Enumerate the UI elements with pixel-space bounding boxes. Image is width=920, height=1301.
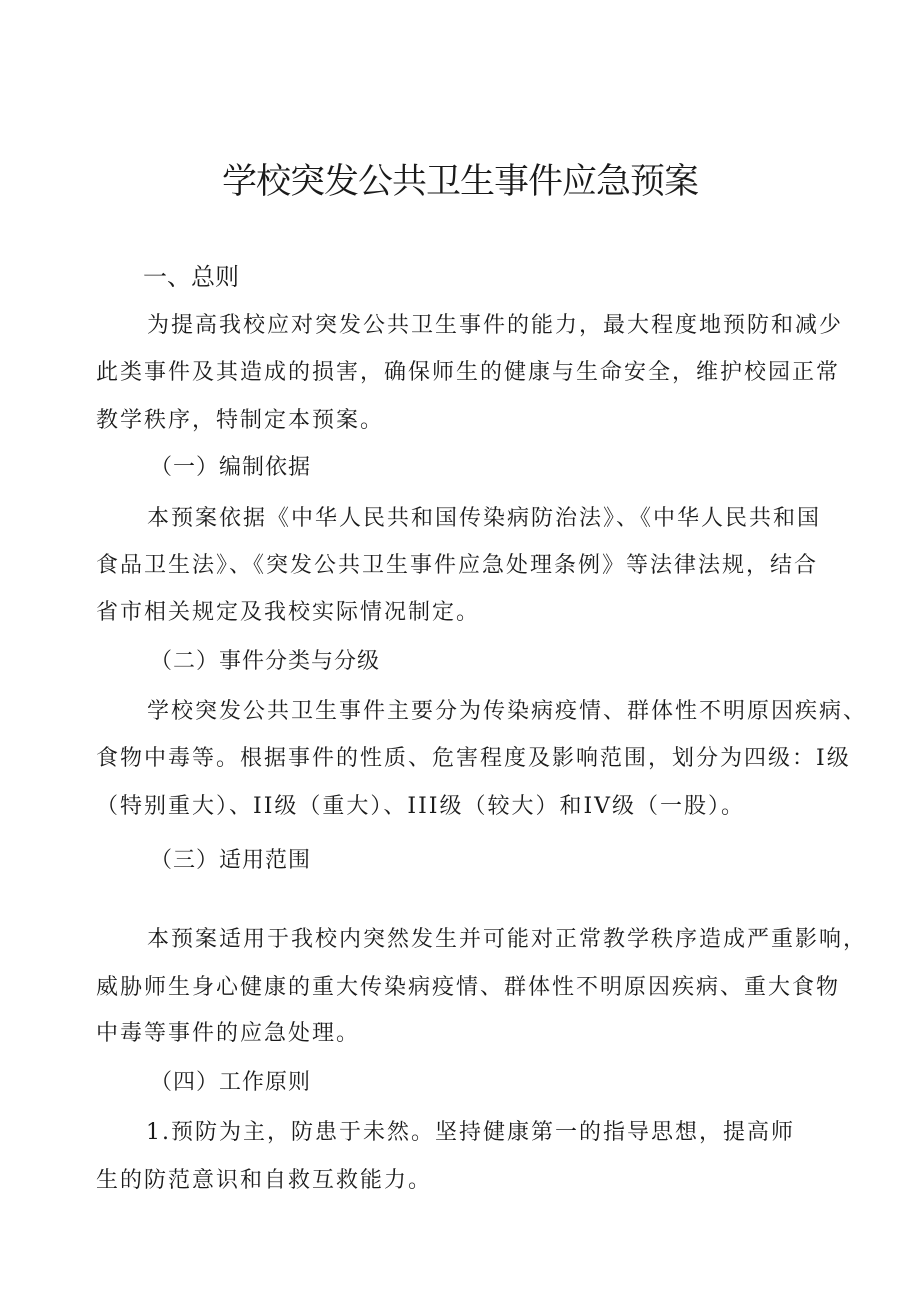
paragraph-line: 为提高我校应对突发公共卫生事件的能力，最大程度地预防和减少 <box>147 313 844 338</box>
paragraph-line: 1.预防为主，防患于未然。坚持健康第一的指导思想，提高师 <box>146 1120 795 1145</box>
section-heading-general: 一、总则 <box>143 263 239 291</box>
paragraph-line: 本预案适用于我校内突然发生并可能对正常教学秩序造成严重影响， <box>147 927 868 952</box>
paragraph-line: （特别重大）、II级（重大）、III级（较大）和IV级（一股）。 <box>96 794 746 819</box>
subsection-heading-scope: （三）适用范围 <box>150 848 312 873</box>
document-title: 学校突发公共卫生事件应急预案 <box>221 162 698 202</box>
paragraph-line: 教学秩序，特制定本预案。 <box>96 408 385 433</box>
paragraph-line: 本预案依据《中华人民共和国传染病防治法》、《中华人民共和国 <box>147 506 822 531</box>
paragraph-line: 食物中毒等。根据事件的性质、危害程度及影响范围，划分为四级：I级 <box>96 746 851 771</box>
paragraph-line: 食品卫生法》、《突发公共卫生事件应急处理条例》等法律法规，结合 <box>96 553 819 578</box>
subsection-heading-basis: （一）编制依据 <box>150 455 312 480</box>
paragraph-line: 威胁师生身心健康的重大传染病疫情、群体性不明原因疾病、重大食物 <box>96 975 841 1000</box>
subsection-heading-principles: （四）工作原则 <box>150 1070 312 1095</box>
paragraph-line: 生的防范意识和自救互救能力。 <box>96 1168 433 1193</box>
subsection-heading-classification: （二）事件分类与分级 <box>150 649 381 674</box>
paragraph-line: 学校突发公共卫生事件主要分为传染病疫情、群体性不明原因疾病、 <box>147 699 868 724</box>
paragraph-line: 省市相关规定及我校实际情况制定。 <box>96 600 481 625</box>
paragraph-line: 中毒等事件的应急处理。 <box>96 1021 361 1046</box>
paragraph-line: 此类事件及其造成的损害，确保师生的健康与生命安全，维护校园正常 <box>96 360 841 385</box>
